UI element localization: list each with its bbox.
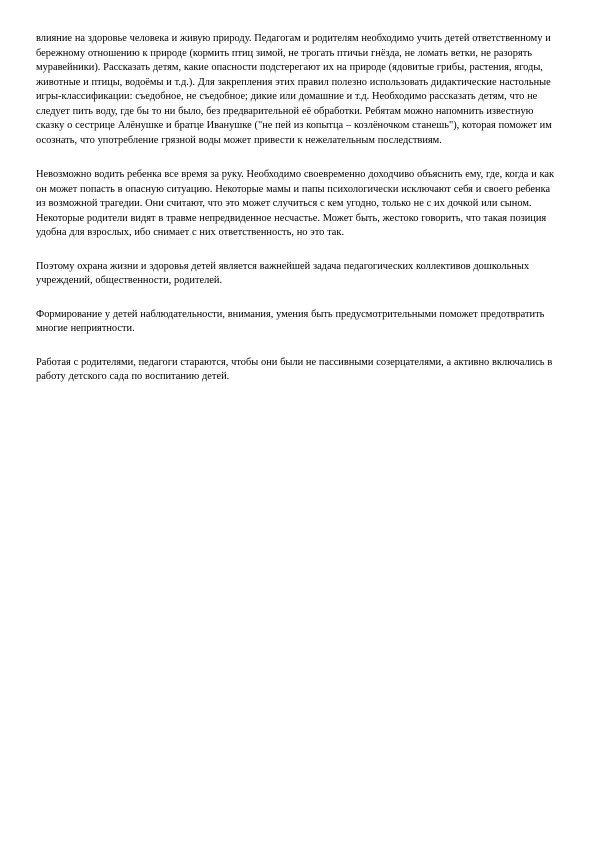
paragraph-observation-skills: Формирование у детей наблюдательности, внимания, умения быть предусмотрительными поможет предотвратить многие неприятности. xyxy=(36,308,545,334)
text-column xyxy=(36,32,558,404)
paragraph-parental-responsibility: Невозможно водить ребенка все время за руку. Необходимо своевременно доходчиво объяснить ему, где, когда и как он может попасть в опасную ситуацию. Некоторые мамы и папы психологически исключают себя и своего ребенка из возможной трагедии. Они считают, что это может случиться с кем угодно, только не с их дочкой или сыном. Некоторые родители видят в травме непредвиденное несчастье. Может быть, жестоко говорить, что такая позиция удобна для взрослых, ибо снимает с них ответственность, но это так. xyxy=(36,169,555,238)
paragraph-child-protection: Поэтому охрана жизни и здоровья детей является важнейшей задача педагогических коллективов дошкольных учреждений, общественности, родителей. xyxy=(36,260,530,286)
paragraph-working-with-parents: Работая с родителями, педагоги стараются, чтобы они были не пассивными созерцателями, а активно включались в работу детского сада по воспитанию детей. xyxy=(36,356,553,382)
paragraph-nature-safety: влияние на здоровье человека и живую природу. Педагогам и родителям необходимо учить детей ответственному и бережному отношению к природе (кормить птиц зимой, не трогать птичьи гнёзда, не ломать ветки, не разорять муравейники). Рассказать детям, какие опасности подстерегают их на природе (ядовитые грибы, растения, ягоды, животные и птицы, водоёмы и т.д.). Для закрепления этих правил полезно использовать дидактические настольные игры-классификации: съедобное, не съедобное; дикие или домашние и т.д. Необходимо рассказать детям, что не следует пить воду, где бы то ни было, без предварительной её обработки. Ребятам можно напомнить известную сказку о сестрице Алёнушке и братце Иванушке ("не пей из копытца – козлёночком станешь"), которая поможет им осознать, что употребление грязной воды может привести к нежелательным последствиям. xyxy=(36,33,552,146)
